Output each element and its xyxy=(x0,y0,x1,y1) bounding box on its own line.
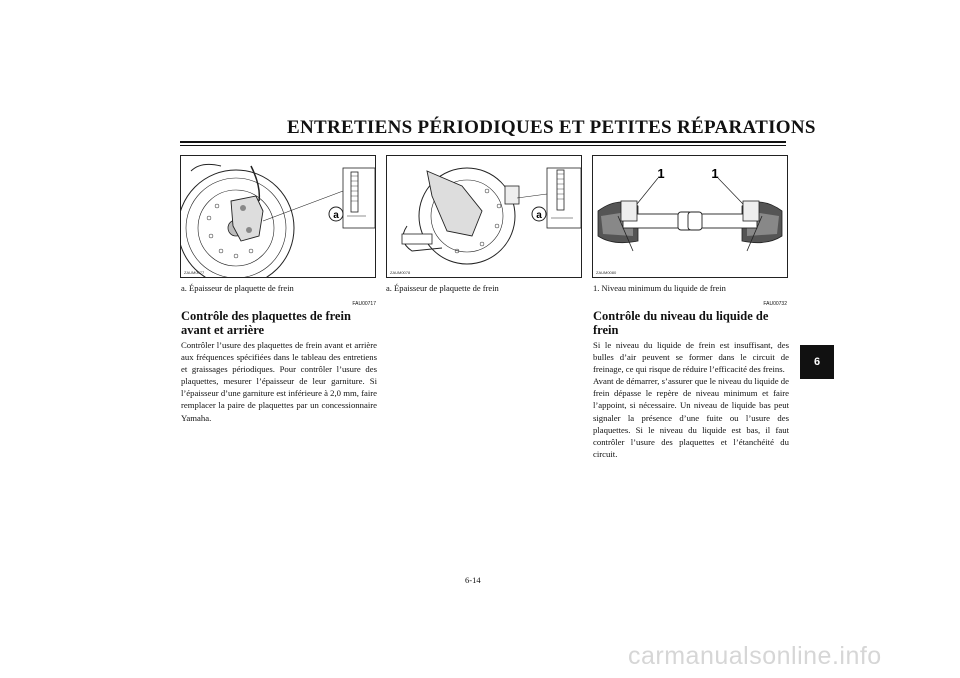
figure-caption: a. Épaisseur de plaquette de frein xyxy=(386,283,499,293)
watermark: carmanualsonline.info xyxy=(628,642,882,670)
front-brake-illustration xyxy=(181,156,375,277)
page-number: 6-14 xyxy=(465,575,481,585)
figure-label-1-right: 1 xyxy=(711,166,719,181)
paragraph: Avant de démarrer, s’assurer que le niveau du liquide de frein dépasse le repère de niveau minimum et faire l’appoint, si nécessaire. Un niveau de liquide bas peut signaler la présence d’une fuite ou l’usure des plaquettes. Si le niveau du liquide est bas, il faut contrôler l’usure des plaquettes et l’étanchéité du circuit. xyxy=(593,376,789,459)
figure-rear-brake-pads xyxy=(386,155,582,278)
section-heading xyxy=(181,309,377,337)
section-code: FAU00717 xyxy=(352,301,376,307)
figure-front-brake-pads xyxy=(180,155,376,278)
section-heading-line: avant et arrière xyxy=(181,323,265,337)
header-rule-thin xyxy=(180,145,786,146)
section-heading xyxy=(593,309,789,337)
figure-label-a: a xyxy=(333,210,339,221)
section-heading-line: Contrôle des plaquettes de frein xyxy=(181,309,351,323)
page-title: ENTRETIENS PÉRIODIQUES ET PETITES RÉPARATIONS xyxy=(287,117,816,138)
handlebar-reservoirs-illustration xyxy=(593,156,787,277)
paragraph: Si le niveau du liquide de frein est insuffisant, des bulles d’air peuvent se former dans le circuit de freinage, ce qui risque de réduire l’efficacité des freins. xyxy=(593,340,789,375)
section-body xyxy=(593,339,789,460)
figure-label-1-left: 1 xyxy=(657,166,665,181)
header-rule xyxy=(180,141,786,143)
figure-brake-fluid-level xyxy=(592,155,788,278)
rear-brake-illustration xyxy=(387,156,581,277)
section-code: FAU00732 xyxy=(763,301,787,307)
figure-caption: a. Épaisseur de plaquette de frein xyxy=(181,283,294,293)
figure-code: ZAUM0080 xyxy=(596,270,617,275)
chapter-tab: 6 xyxy=(800,345,834,379)
paragraph: Contrôler l’usure des plaquettes de frein avant et arrière aux fréquences spécifiées dans le tableau des entretiens et graissages périodiques. Pour contrôler l’usure des plaquettes, mesurer l’épaisseur de leur garniture. Si l’épaisseur d’une garniture est inférieure à 2,0 mm, faire remplacer la paire de plaquettes par un concessionnaire Yamaha. xyxy=(181,340,377,423)
figure-code: ZAUM0077 xyxy=(184,270,205,275)
figure-caption: 1. Niveau minimum du liquide de frein xyxy=(593,283,726,293)
section-heading-line: frein xyxy=(593,323,619,337)
section-heading-line: Contrôle du niveau du liquide de xyxy=(593,309,769,323)
figure-label-a: a xyxy=(536,210,542,221)
figure-code: ZAUM0078 xyxy=(390,270,411,275)
section-body xyxy=(181,339,377,424)
